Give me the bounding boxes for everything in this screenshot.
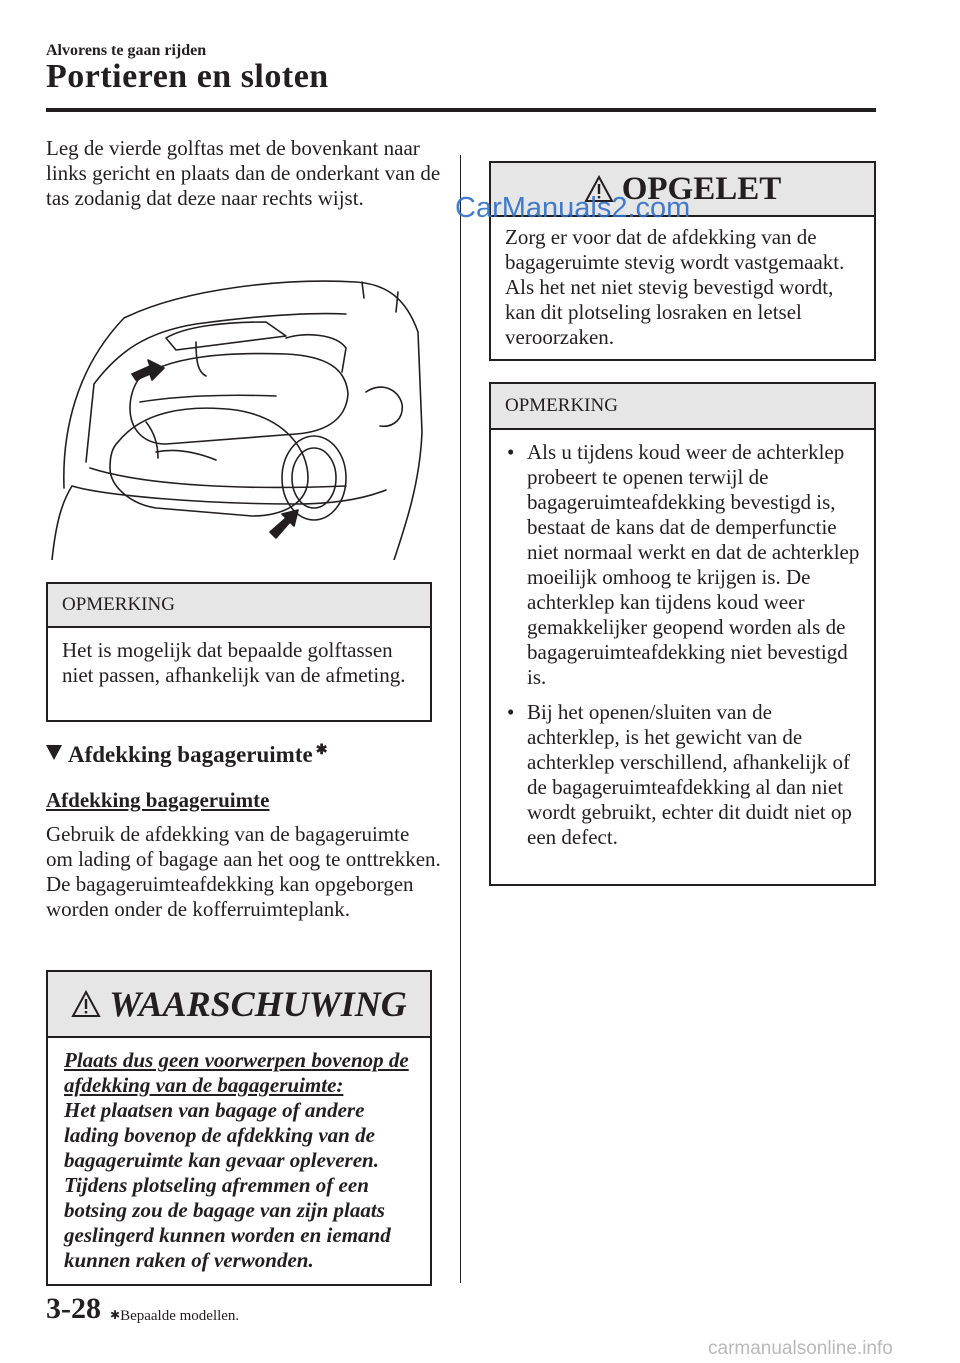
footnote-star-icon: ✱ [110,1308,121,1322]
page-title: Portieren en sloten [46,58,329,95]
warning-lead: Plaats dus geen voorwerpen bovenop de afdekking van de bagageruimte: [64,1048,409,1097]
watermark: CarManuals2.com [455,192,691,224]
note-heading: OPMERKING [491,384,874,430]
caution-box [489,161,876,361]
footer-watermark: carmanualsonline.info [708,1338,893,1359]
list-item: • Bij het openen/sluiten van de achterklep, is het gewicht van de achterklep verschillend, afhankelijk of de bagageruimteafdekking al dan niet wordt gebruikt, echter dit duidt niet op een defect. [505,700,860,850]
note-heading: OPMERKING [48,584,430,628]
section-heading [46,742,327,768]
title-rule [46,108,876,112]
footnote [110,1308,239,1325]
caution-heading-label: OPGELET [621,170,782,207]
list-item: • Als u tijdens koud weer de achterklep probeert te openen terwijl de bagageruimteafdekking bevestigd is, bestaat de kans dat de demperfunctie niet normaal werkt en dat de achterklep moeilijk omhoog te krijgen is. De achterklep kan tijdens koud weer gemakkelijker geopend worden als de bagageruimteafdekking niet bevestigd is. [505,440,860,690]
note-box [489,382,876,886]
model-star-icon: ✱ [315,743,328,758]
warning-box [46,970,432,1286]
warning-heading [48,972,430,1038]
column-divider [460,155,461,1283]
intro-paragraph: Leg de vierde golftas met de bovenkant naar links gericht en plaats dan de onderkant van de tas zodanig dat deze naar rechts wijst. [46,136,441,210]
triangle-marker-icon [46,745,62,760]
sub-heading: Afdekking bagageruimte [46,788,270,812]
note-text: Het is mogelijk dat bepaalde golftassen niet passen, afhankelijk van de afmeting. [62,638,406,687]
note-box [46,582,432,722]
warning-triangle-icon [71,990,101,1018]
warning-text: Het plaatsen van bagage of andere lading bovenop de afdekking van de bagageruimte kan gevaar opleveren. Tijdens plotseling afremmen of een botsing zou de bagage van zijn plaats geslingerd kunnen worden en iemand kunnen raken of verwonden. [64,1098,391,1272]
golfbag-in-trunk-illustration [46,272,430,560]
page-number: 3-28 [46,1292,101,1325]
section-kicker: Alvorens te gaan rijden [46,42,207,59]
note-bullet-list [491,440,874,850]
warning-body [48,1038,430,1283]
warning-heading-label: WAARSCHUWING [109,984,407,1024]
section-paragraph: Gebruik de afdekking van de bagageruimte om lading of bagage aan het oog te onttrekken. De bagageruimteafdekking kan opgeborgen worden onder de kofferruimteplank. [46,822,441,921]
caution-text: Zorg er voor dat de afdekking van de bagageruimte stevig wordt vastgemaakt. Als het net niet stevig bevestigd wordt, kan dit plotseling losraken en letsel veroorzaken. [505,225,845,349]
section-heading-label: Afdekking bagageruimte [68,742,313,767]
footnote-text: Bepaalde modellen. [120,1308,240,1324]
